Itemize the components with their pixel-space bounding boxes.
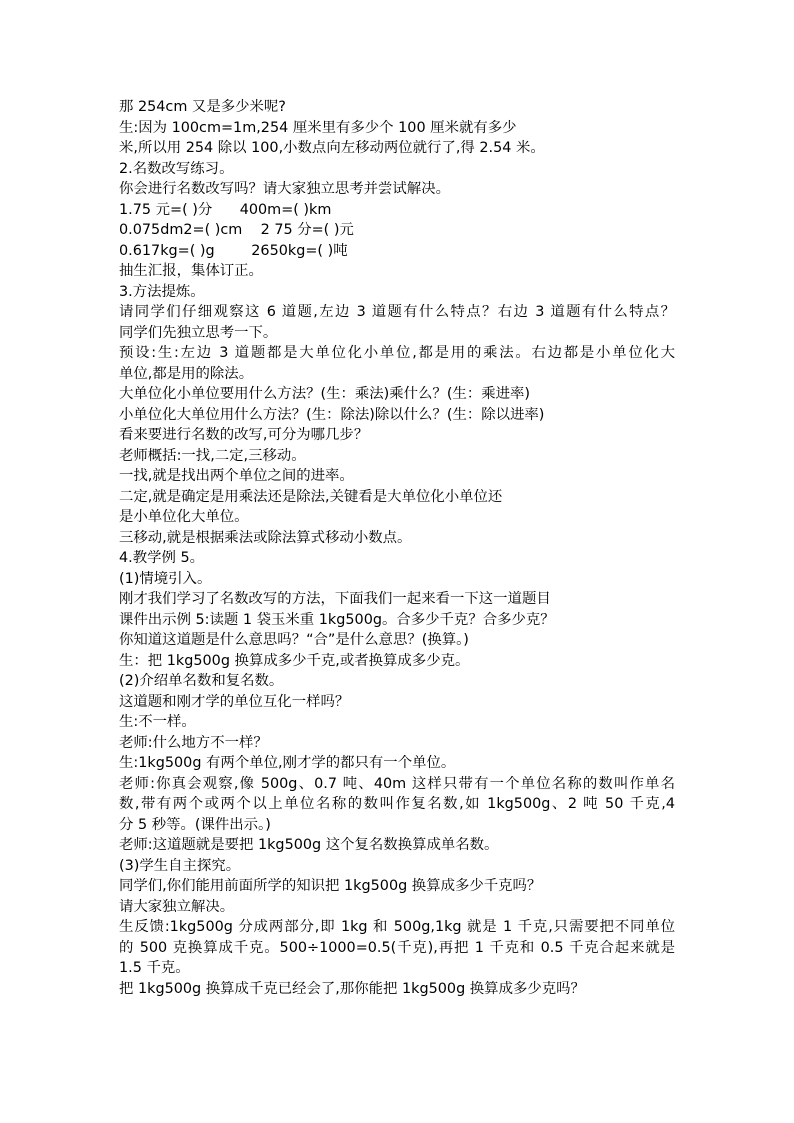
text-line: 老师概括:一找,二定,三移动。	[119, 447, 306, 464]
text-line: 课件出示例 5:读题 1 袋玉米重 1kg500g。合多少千克？合多少克？	[119, 611, 555, 628]
text-line: 单位,都是用的除法。	[119, 365, 254, 382]
text-line: 请同学们仔细观察这 6 道题,左边 3 道题有什么特点？右边 3 道题有什么特点？	[119, 304, 675, 320]
text-line: 看来要进行名数的改写,可分为哪几步？	[119, 427, 369, 443]
text-line: 同学们,你们能用前面所学的知识把 1kg500g 换算成多少千克吗？	[119, 878, 542, 894]
text-line: 二定,就是确定是用乘法还是除法,关键看是大单位化小单位还	[119, 488, 503, 505]
text-line: 数,带有两个或两个以上单位名称的数叫作复名数,如 1kg500g、2 吨 50 千克,4	[119, 796, 675, 812]
text-line: 预设:生:左边 3 道题都是大单位化小单位,都是用的乘法。右边都是小单位化大	[119, 345, 675, 361]
text-line: 你会进行名数改写吗？请大家独立思考并尝试解决。	[119, 181, 450, 197]
text-line: 4.教学例 5。	[119, 550, 205, 566]
text-line: 刚才我们学习了名数改写的方法，下面我们一起来看一下这一道题目	[119, 591, 551, 607]
text-line: 生:不一样。	[119, 714, 196, 730]
text-line: 请大家独立解决。	[119, 898, 235, 915]
text-line: (3)学生自主探究。	[119, 857, 241, 874]
text-line: 是小单位化大单位。	[119, 509, 249, 525]
text-line: 1.75 元=( )分 400m=( )km	[119, 201, 332, 218]
text-line: 小单位化大单位用什么方法？(生：除法)除以什么？(生：除以进率)	[119, 406, 545, 423]
text-line: 3.方法提炼。	[119, 283, 205, 300]
text-line: 的 500 克换算成千克。500÷1000=0.5(千克),再把 1 千克和 0.5 千克合起来就是	[119, 939, 675, 956]
text-line: 把 1kg500g 换算成千克已经会了,那你能把 1kg500g 换算成多少克吗？	[119, 980, 585, 997]
text-line: 老师:你真会观察,像 500g、0.7 吨、40m 这样只带有一个单位名称的数叫作单名	[119, 775, 675, 792]
lesson-text	[119, 97, 675, 999]
text-line: 那 254cm 又是多少米呢?	[119, 99, 286, 115]
text-line: 1.5 千克。	[119, 960, 190, 976]
text-line: 老师:这道题就是要把 1kg500g 这个复名数换算成单名数。	[119, 837, 499, 853]
text-line: 一找,就是找出两个单位之间的进率。	[119, 468, 354, 484]
text-line: 分 5 秒等。(课件出示。)	[119, 816, 271, 833]
text-line: 老师:什么地方不一样？	[119, 734, 268, 751]
text-line: (1)情境引入。	[119, 570, 212, 587]
text-line: 你知道这道题是什么意思吗？“合”是什么意思？(换算。)	[119, 632, 469, 648]
text-line: 三移动,就是根据乘法或除法算式移动小数点。	[119, 529, 412, 546]
text-line: 大单位化小单位要用什么方法？(生：乘法)乘什么？(生：乘进率)	[119, 386, 531, 402]
text-line: 同学们先独立思考一下。	[119, 324, 278, 341]
text-line: 抽生汇报，集体订正。	[119, 263, 263, 279]
text-line: 0.075dm2=( )cm 2 75 分=( )元	[119, 222, 354, 238]
text-line: 生：把 1kg500g 换算成多少千克,或者换算成多少克。	[119, 652, 470, 669]
text-line: 米,所以用 254 除以 100,小数点向左移动两位就行了,得 2.54 米。	[119, 140, 545, 156]
text-line: 这道题和刚才学的单位互化一样吗？	[119, 693, 350, 710]
text-line: 生:1kg500g 有两个单位,刚才学的都只有一个单位。	[119, 755, 456, 771]
text-line: 2.名数改写练习。	[119, 160, 234, 177]
text-line: 0.617kg=( )g 2650kg=( )吨	[119, 242, 348, 259]
text-line: (2)介绍单名数和复名数。	[119, 673, 284, 689]
text-line: 生:因为 100cm=1m,254 厘米里有多少个 100 厘米就有多少	[119, 119, 517, 136]
text-line: 生反馈:1kg500g 分成两部分,即 1kg 和 500g,1kg 就是 1 千克,只需要把不同单位	[119, 919, 675, 935]
